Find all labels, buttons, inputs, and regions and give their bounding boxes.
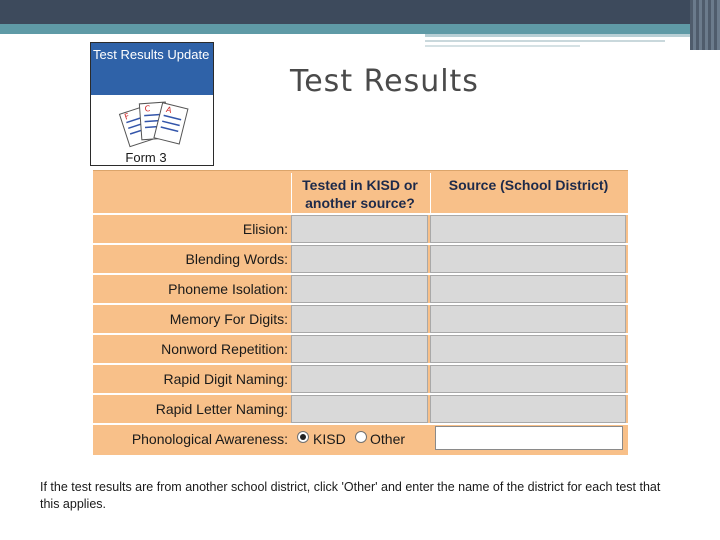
radio-kisd-label: KISD [313, 431, 346, 447]
table-row [93, 423, 628, 453]
column-header-tested: Tested in KISD or another source? [291, 173, 428, 213]
tested-cell[interactable] [291, 215, 428, 243]
tested-cell[interactable] [291, 365, 428, 393]
row-label: Phonological Awareness: [131, 431, 288, 447]
page-title: Test Results [290, 64, 479, 99]
forms-stack-icon [117, 99, 189, 151]
row-label: Rapid Digit Naming: [163, 371, 288, 387]
table-row [93, 363, 628, 393]
source-cell[interactable] [430, 275, 626, 303]
table-row [93, 303, 628, 333]
tested-radio-group [291, 425, 428, 453]
thumbnail-header: Test Results Update [91, 43, 213, 95]
decorative-line [425, 45, 580, 47]
table-row [93, 273, 628, 303]
test-results-table [93, 170, 628, 455]
source-cell[interactable] [430, 335, 626, 363]
source-district-input[interactable] [435, 426, 623, 450]
table-row [93, 333, 628, 363]
table-row [93, 213, 628, 243]
thumbnail-caption: Form 3 [125, 150, 167, 165]
row-label: Phoneme Isolation: [168, 281, 288, 297]
decorative-line [425, 40, 665, 42]
table-row [93, 243, 628, 273]
row-label: Elision: [242, 221, 288, 237]
source-cell[interactable] [430, 215, 626, 243]
svg-text:F: F [123, 111, 131, 122]
svg-text:A: A [165, 104, 173, 115]
tested-cell[interactable] [291, 305, 428, 333]
radio-kisd[interactable] [297, 431, 309, 443]
slide-accent-bar [0, 24, 720, 34]
decorative-line [425, 34, 720, 37]
radio-other[interactable] [355, 431, 367, 443]
table-row [93, 393, 628, 423]
column-header-source: Source (School District) [430, 173, 626, 213]
row-label: Rapid Letter Naming: [155, 401, 288, 417]
source-cell[interactable] [430, 245, 626, 273]
svg-text:C: C [144, 104, 151, 114]
tested-cell[interactable] [291, 245, 428, 273]
decorative-stripes [690, 0, 720, 50]
source-cell[interactable] [430, 305, 626, 333]
instruction-text: If the test results are from another school district, click 'Other' and enter the name of the district for each test that this applies. [40, 480, 661, 511]
row-label: Blending Words: [185, 251, 288, 267]
slide-top-bar [0, 0, 720, 24]
source-cell[interactable] [430, 365, 626, 393]
tested-cell[interactable] [291, 335, 428, 363]
tested-cell[interactable] [291, 395, 428, 423]
form-thumbnail [90, 42, 214, 166]
source-cell[interactable] [430, 395, 626, 423]
row-label: Nonword Repetition: [161, 341, 288, 357]
radio-other-label: Other [370, 431, 406, 447]
tested-cell[interactable] [291, 275, 428, 303]
row-label: Memory For Digits: [169, 311, 288, 327]
